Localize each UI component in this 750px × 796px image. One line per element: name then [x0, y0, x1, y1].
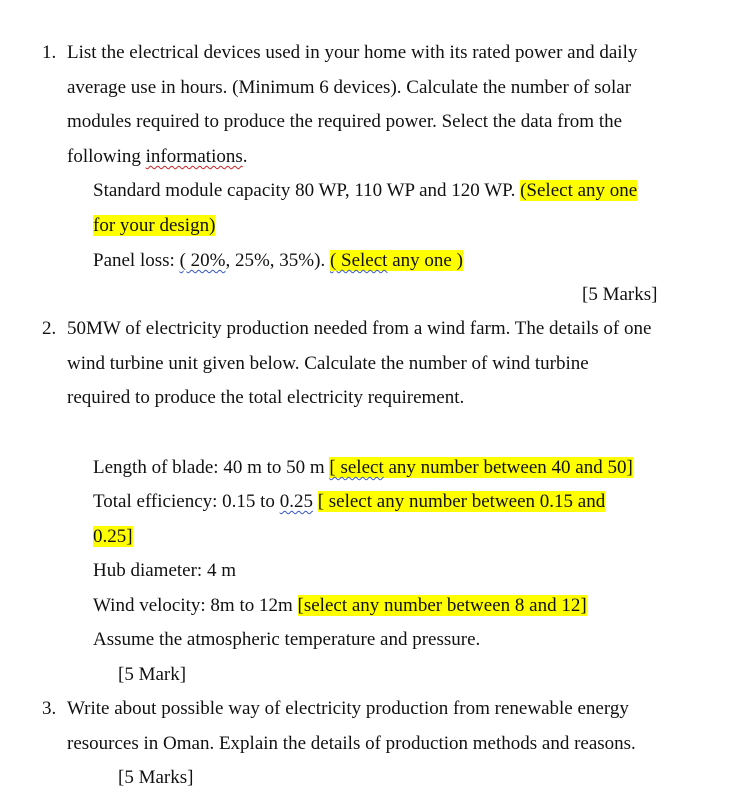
q2-eff-text: Total efficiency: 0.15 to: [93, 491, 280, 512]
q1-marks: [5 Marks]: [582, 284, 658, 305]
q2-blade-highlight-a: [ select: [329, 457, 384, 478]
q2-assumption: Assume the atmospheric temperature and pressure.: [93, 629, 481, 650]
q2-wind-text: Wind velocity: 8m to 12m: [93, 595, 298, 616]
q2-eff-value: 0.25: [279, 491, 313, 512]
q1-module-highlight: (Select any one: [520, 180, 638, 201]
q1-spelling-flag: informations: [145, 146, 243, 167]
q2-hub-diameter: Hub diameter: 4 m: [93, 560, 236, 581]
q2-blade-length: [93, 456, 633, 480]
q2-line-1: 50MW of electricity production needed from a wind farm. The details of one: [67, 318, 652, 339]
q3-marks: [5 Marks]: [118, 767, 194, 788]
q2-efficiency-cont: [93, 525, 133, 549]
q2-eff-highlight-cont: 0.25]: [93, 526, 133, 547]
q1-panel-first: ( 20%: [179, 250, 226, 271]
q1-line-2: average use in hours. (Minimum 6 devices). Calculate the number of solar: [67, 77, 632, 98]
question-1-number: 1.: [42, 42, 57, 63]
q1-panel-rest: , 25%, 35%).: [225, 250, 330, 271]
q1-line-1: List the electrical devices used in your home with its rated power and daily: [67, 42, 638, 63]
q3-line-1: Write about possible way of electricity production from renewable energy: [67, 698, 629, 719]
q1-line-4: [67, 145, 248, 169]
q2-line-3: required to produce the total electricity requirement.: [67, 387, 465, 408]
q1-module-text: Standard module capacity 80 WP, 110 WP and 120 WP.: [93, 180, 521, 201]
q1-panel-loss: [93, 249, 463, 273]
q2-blade-text: Length of blade: 40 m to 50 m: [93, 457, 330, 478]
question-3-number: 3.: [42, 698, 57, 719]
q1-line-4-text: following: [67, 146, 146, 167]
q3-line-2: resources in Oman. Explain the details of production methods and reasons.: [67, 733, 636, 754]
q1-panel-highlight-b: any one ): [387, 250, 463, 271]
q1-module-capacity: [93, 179, 637, 203]
q1-line-4-period: .: [242, 146, 248, 167]
q2-marks: [5 Mark]: [118, 664, 187, 685]
q2-line-2: wind turbine unit given below. Calculate the number of wind turbine: [67, 353, 589, 374]
question-2-number: 2.: [42, 318, 57, 339]
q2-efficiency: [93, 490, 605, 514]
q2-wind-velocity: [93, 594, 587, 618]
q2-blade-highlight-b: any number between 40 and 50]: [383, 457, 633, 478]
q1-panel-label: Panel loss:: [93, 250, 180, 271]
q1-module-capacity-cont: [93, 214, 215, 238]
q1-module-highlight-cont: for your design): [93, 215, 216, 236]
q2-eff-highlight: [ select any number between 0.15 and: [317, 491, 606, 512]
q2-wind-highlight: [select any number between 8 and 12]: [297, 595, 587, 616]
q1-panel-highlight-a: ( Select: [329, 250, 388, 271]
q2-eff-space: [313, 491, 318, 512]
q1-line-3: modules required to produce the required power. Select the data from the: [67, 111, 623, 132]
